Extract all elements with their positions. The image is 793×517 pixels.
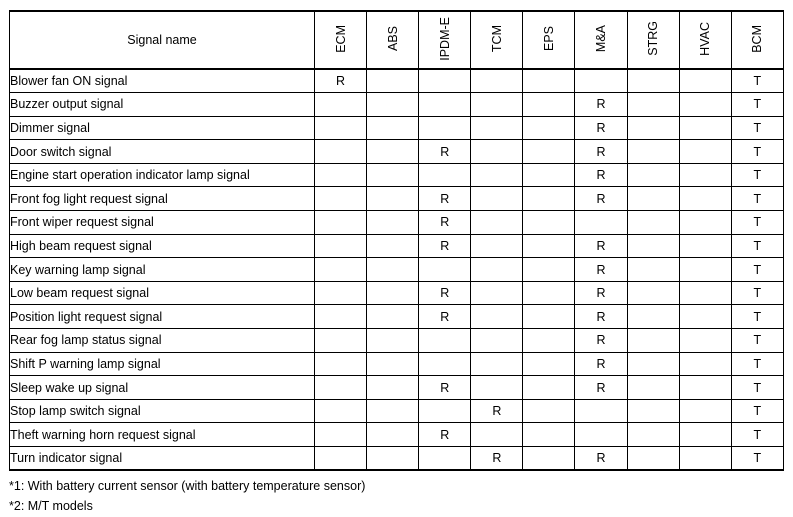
signal-cell-tcm (471, 423, 523, 447)
signal-cell-strg (627, 258, 679, 282)
signal-name-cell: Blower fan ON signal (10, 69, 315, 93)
signal-cell-hvac (679, 447, 731, 471)
signal-cell-ipdm-e: R (419, 305, 471, 329)
signal-cell-ipdm-e: R (419, 281, 471, 305)
signal-cell-ecm (315, 258, 367, 282)
signal-cell-abs (367, 187, 419, 211)
signal-cell-m-a: R (575, 258, 627, 282)
column-header-hvac (679, 11, 731, 69)
column-header-label: EPS (541, 25, 556, 51)
column-header-m-a (575, 11, 627, 69)
signal-cell-eps (523, 447, 575, 471)
table-row (10, 305, 784, 329)
footnote: *2: M/T models (9, 499, 93, 513)
column-header-ecm (315, 11, 367, 69)
signal-cell-strg (627, 447, 679, 471)
signal-cell-strg (627, 187, 679, 211)
signal-cell-tcm (471, 211, 523, 235)
signal-cell-bcm: T (731, 187, 783, 211)
signal-cell-bcm: T (731, 234, 783, 258)
signal-cell-abs (367, 93, 419, 117)
signal-cell-ecm (315, 163, 367, 187)
signal-cell-m-a (575, 69, 627, 93)
signal-cell-abs (367, 140, 419, 164)
signal-cell-abs (367, 281, 419, 305)
signal-cell-eps (523, 329, 575, 353)
table-row (10, 281, 784, 305)
signal-cell-eps (523, 234, 575, 258)
signal-cell-ecm (315, 234, 367, 258)
column-header-label: HVAC (698, 21, 713, 56)
signal-cell-bcm: T (731, 116, 783, 140)
signal-cell-hvac (679, 69, 731, 93)
signal-cell-abs (367, 329, 419, 353)
signal-cell-m-a: R (575, 234, 627, 258)
signal-cell-ipdm-e (419, 116, 471, 140)
table-row (10, 93, 784, 117)
column-header-label: TCM (489, 24, 504, 53)
signal-cell-bcm: T (731, 281, 783, 305)
signal-cell-tcm (471, 258, 523, 282)
signal-cell-ecm (315, 352, 367, 376)
signal-cell-strg (627, 352, 679, 376)
signal-cell-ipdm-e (419, 69, 471, 93)
column-header-bcm (731, 11, 783, 69)
signal-cell-hvac (679, 305, 731, 329)
table-row (10, 352, 784, 376)
signal-cell-tcm (471, 305, 523, 329)
signal-cell-hvac (679, 234, 731, 258)
signal-cell-ecm (315, 329, 367, 353)
signal-name-cell: Buzzer output signal (10, 93, 315, 117)
signal-cell-strg (627, 211, 679, 235)
signal-name-cell: Sleep wake up signal (10, 376, 315, 400)
signal-cell-ipdm-e (419, 352, 471, 376)
footnote: *1: With battery current sensor (with battery temperature sensor) (9, 479, 366, 493)
column-header-eps (523, 11, 575, 69)
signal-cell-m-a: R (575, 187, 627, 211)
signal-cell-eps (523, 69, 575, 93)
signal-cell-abs (367, 69, 419, 93)
column-header-label: BCM (750, 24, 765, 53)
signal-cell-abs (367, 352, 419, 376)
signal-name-cell: Turn indicator signal (10, 447, 315, 471)
signal-name-cell: Door switch signal (10, 140, 315, 164)
signal-cell-eps (523, 281, 575, 305)
signal-cell-bcm: T (731, 399, 783, 423)
signal-name-cell: Shift P warning lamp signal (10, 352, 315, 376)
signal-name-cell: Theft warning horn request signal (10, 423, 315, 447)
signal-cell-tcm (471, 93, 523, 117)
signal-cell-tcm (471, 116, 523, 140)
signal-cell-tcm (471, 281, 523, 305)
signal-cell-strg (627, 329, 679, 353)
signal-cell-eps (523, 93, 575, 117)
signal-cell-m-a: R (575, 163, 627, 187)
signal-cell-bcm: T (731, 140, 783, 164)
signal-cell-tcm (471, 140, 523, 164)
signal-cell-ecm (315, 116, 367, 140)
column-header-abs (367, 11, 419, 69)
signal-name-cell: Front fog light request signal (10, 187, 315, 211)
signal-cell-ecm (315, 305, 367, 329)
table-row (10, 187, 784, 211)
signal-cell-m-a: R (575, 352, 627, 376)
column-header-ipdm-e (419, 11, 471, 69)
signal-name-cell: Stop lamp switch signal (10, 399, 315, 423)
signal-cell-eps (523, 376, 575, 400)
signal-cell-tcm (471, 234, 523, 258)
table-body (10, 69, 784, 470)
signal-cell-eps (523, 423, 575, 447)
table-row (10, 116, 784, 140)
signal-cell-strg (627, 69, 679, 93)
signal-cell-eps (523, 305, 575, 329)
column-header-label: ABS (385, 25, 400, 51)
signal-cell-eps (523, 116, 575, 140)
signal-cell-ipdm-e (419, 329, 471, 353)
signal-name-cell: Rear fog lamp status signal (10, 329, 315, 353)
signal-cell-abs (367, 116, 419, 140)
signal-cell-ecm (315, 423, 367, 447)
signal-cell-m-a: R (575, 281, 627, 305)
signal-cell-ipdm-e: R (419, 187, 471, 211)
signal-cell-strg (627, 423, 679, 447)
signal-cell-strg (627, 234, 679, 258)
signal-cell-hvac (679, 258, 731, 282)
signal-cell-ipdm-e: R (419, 234, 471, 258)
signal-cell-tcm: R (471, 399, 523, 423)
signal-cell-ipdm-e: R (419, 211, 471, 235)
table-row (10, 140, 784, 164)
signal-cell-eps (523, 140, 575, 164)
signal-table (9, 10, 784, 471)
table-row (10, 211, 784, 235)
column-header-label: STRG (646, 21, 661, 56)
signal-cell-eps (523, 352, 575, 376)
signal-cell-m-a: R (575, 116, 627, 140)
signal-name-cell: Dimmer signal (10, 116, 315, 140)
signal-cell-eps (523, 258, 575, 282)
signal-cell-m-a (575, 399, 627, 423)
signal-cell-abs (367, 399, 419, 423)
signal-cell-hvac (679, 281, 731, 305)
signal-cell-m-a: R (575, 140, 627, 164)
signal-cell-tcm (471, 376, 523, 400)
signal-cell-tcm (471, 187, 523, 211)
signal-cell-strg (627, 116, 679, 140)
signal-cell-ecm (315, 376, 367, 400)
signal-cell-ecm (315, 187, 367, 211)
signal-cell-hvac (679, 163, 731, 187)
table-row (10, 329, 784, 353)
signal-name-cell: Key warning lamp signal (10, 258, 315, 282)
signal-cell-m-a (575, 211, 627, 235)
signal-cell-bcm: T (731, 352, 783, 376)
signal-cell-bcm: T (731, 258, 783, 282)
column-header-strg (627, 11, 679, 69)
signal-cell-strg (627, 281, 679, 305)
signal-cell-hvac (679, 211, 731, 235)
signal-cell-hvac (679, 423, 731, 447)
signal-cell-abs (367, 447, 419, 471)
signal-cell-abs (367, 234, 419, 258)
signal-cell-abs (367, 258, 419, 282)
signal-cell-bcm: T (731, 423, 783, 447)
signal-cell-ecm (315, 93, 367, 117)
signal-cell-strg (627, 376, 679, 400)
signal-cell-strg (627, 399, 679, 423)
signal-name-cell: Front wiper request signal (10, 211, 315, 235)
signal-cell-bcm: T (731, 69, 783, 93)
signal-cell-eps (523, 163, 575, 187)
signal-cell-strg (627, 163, 679, 187)
signal-cell-hvac (679, 399, 731, 423)
signal-cell-ipdm-e (419, 258, 471, 282)
signal-cell-hvac (679, 376, 731, 400)
signal-cell-ecm (315, 447, 367, 471)
signal-cell-ipdm-e: R (419, 423, 471, 447)
signal-cell-m-a (575, 423, 627, 447)
table-row (10, 447, 784, 471)
signal-cell-strg (627, 305, 679, 329)
signal-cell-hvac (679, 329, 731, 353)
table-row (10, 234, 784, 258)
signal-cell-ipdm-e (419, 447, 471, 471)
signal-cell-abs (367, 163, 419, 187)
signal-name-cell: High beam request signal (10, 234, 315, 258)
signal-cell-ecm (315, 399, 367, 423)
signal-cell-bcm: T (731, 93, 783, 117)
column-header-tcm (471, 11, 523, 69)
signal-cell-ipdm-e: R (419, 376, 471, 400)
signal-cell-ipdm-e (419, 399, 471, 423)
signal-cell-tcm: R (471, 447, 523, 471)
signal-cell-hvac (679, 352, 731, 376)
signal-cell-ipdm-e (419, 163, 471, 187)
signal-cell-bcm: T (731, 211, 783, 235)
signal-cell-hvac (679, 140, 731, 164)
signal-cell-tcm (471, 329, 523, 353)
signal-cell-ecm (315, 281, 367, 305)
signal-cell-tcm (471, 69, 523, 93)
table-row (10, 376, 784, 400)
signal-cell-ecm (315, 211, 367, 235)
column-header-label: ECM (333, 24, 348, 53)
signal-cell-m-a: R (575, 305, 627, 329)
signal-cell-eps (523, 187, 575, 211)
signal-cell-strg (627, 140, 679, 164)
signal-cell-bcm: T (731, 329, 783, 353)
signal-cell-hvac (679, 116, 731, 140)
signal-cell-bcm: T (731, 447, 783, 471)
signal-name-header: Signal name (10, 11, 315, 69)
signal-cell-hvac (679, 93, 731, 117)
signal-cell-ecm: R (315, 69, 367, 93)
signal-cell-hvac (679, 187, 731, 211)
header-row (10, 11, 784, 69)
signal-cell-tcm (471, 352, 523, 376)
footnotes (9, 476, 365, 516)
signal-cell-m-a: R (575, 447, 627, 471)
column-header-label: M&A (594, 24, 609, 53)
signal-cell-bcm: T (731, 163, 783, 187)
signal-cell-ecm (315, 140, 367, 164)
table-row (10, 258, 784, 282)
signal-cell-strg (627, 93, 679, 117)
signal-cell-abs (367, 423, 419, 447)
signal-name-cell: Low beam request signal (10, 281, 315, 305)
signal-cell-abs (367, 305, 419, 329)
table-row (10, 399, 784, 423)
column-header-label: IPDM-E (437, 16, 452, 61)
signal-cell-bcm: T (731, 376, 783, 400)
signal-cell-m-a: R (575, 376, 627, 400)
table-row (10, 163, 784, 187)
signal-name-cell: Engine start operation indicator lamp signal (10, 163, 315, 187)
signal-cell-ipdm-e: R (419, 140, 471, 164)
signal-cell-tcm (471, 163, 523, 187)
signal-cell-m-a: R (575, 93, 627, 117)
signal-cell-eps (523, 399, 575, 423)
table-row (10, 423, 784, 447)
signal-cell-abs (367, 211, 419, 235)
signal-cell-m-a: R (575, 329, 627, 353)
signal-name-cell: Position light request signal (10, 305, 315, 329)
signal-cell-ipdm-e (419, 93, 471, 117)
signal-cell-abs (367, 376, 419, 400)
signal-cell-bcm: T (731, 305, 783, 329)
table-row (10, 69, 784, 93)
signal-cell-eps (523, 211, 575, 235)
